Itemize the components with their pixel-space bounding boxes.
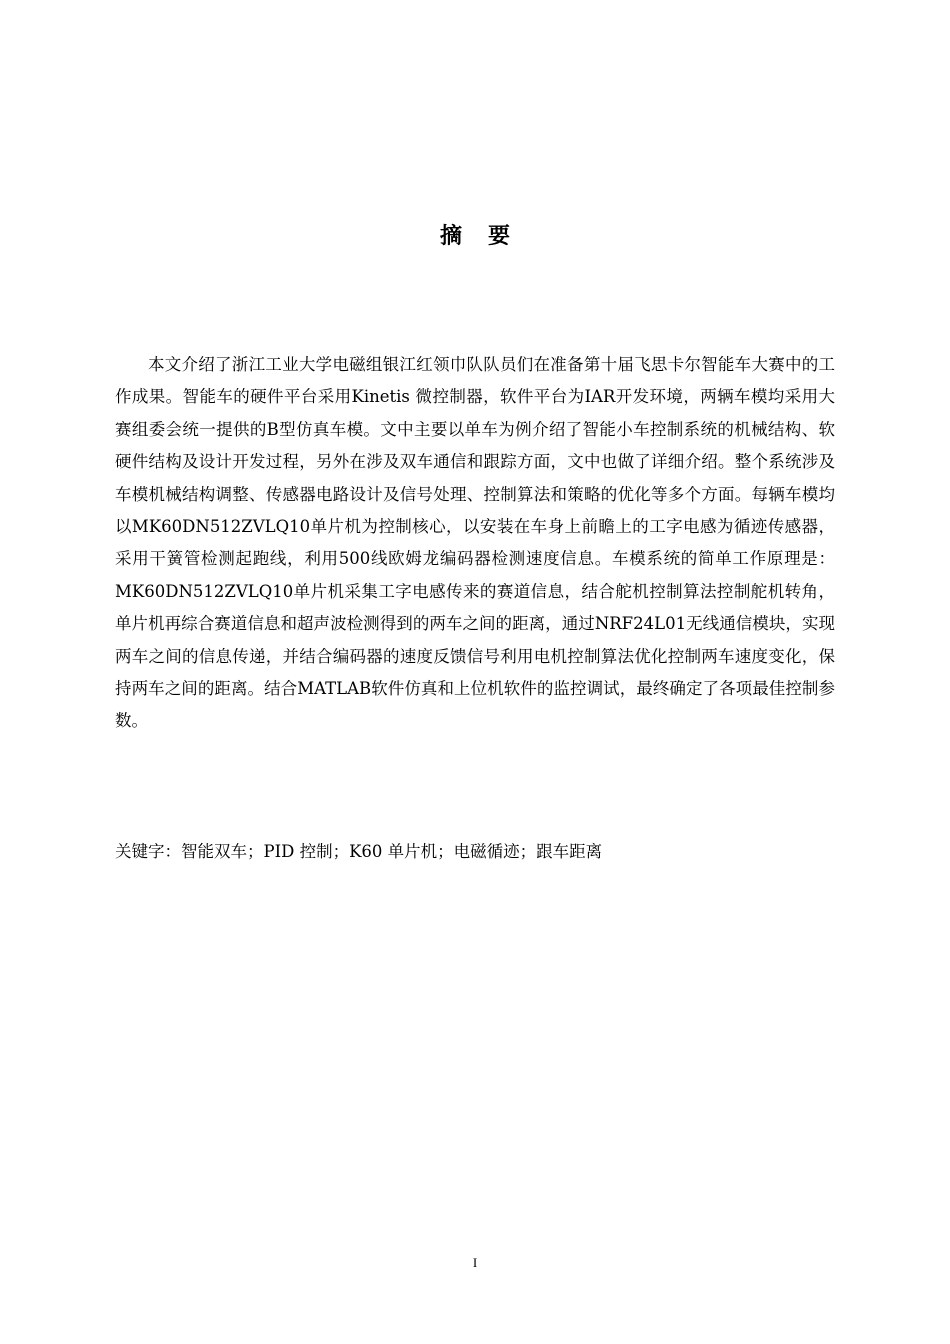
abstract-paragraph: 本文介绍了浙江工业大学电磁组银江红领巾队队员们在准备第十届飞思卡尔智能车大赛中的工作成果。智能车的硬件平台采用Kinetis 微控制器，软件平台为IAR开发环境，两辆车模均采用大赛组委会统一提供的B型仿真车模。文中主要以单车为例介绍了智能小车控制系统的机械结构、软硬件结构及设计开发过程，另外在涉及双车通信和跟踪方面，文中也做了详细介绍。整个系统涉及车模机械结构调整、传感器电路设计及信号处理、控制算法和策略的优化等多个方面。每辆车模均以MK60DN512ZVLQ10单片机为控制核心，以安装在车身上前瞻上的工字电感为循迹传感器，采用干簧管检测起跑线，利用500线欧姆龙编码器检测速度信息。车模系统的简单工作原理是：MK60DN512ZVLQ10单片机采集工字电感传来的赛道信息，结合舵机控制算法控制舵机转角，单片机再综合赛道信息和超声波检测得到的两车之间的距离，通过NRF24L01无线通信模块，实现两车之间的信息传递，并结合编码器的速度反馈信号利用电机控制算法优化控制两车速度变化，保持两车之间的距离。结合MATLAB软件仿真和上位机软件的监控调试，最终确定了各项最佳控制参数。 xyxy=(115,355,835,731)
keywords-line: 关键字：智能双车；PID 控制；K60 单片机；电磁循迹；跟车距离 xyxy=(115,842,603,861)
page-title: 摘要 xyxy=(439,224,536,249)
page-number: I xyxy=(472,1255,478,1270)
